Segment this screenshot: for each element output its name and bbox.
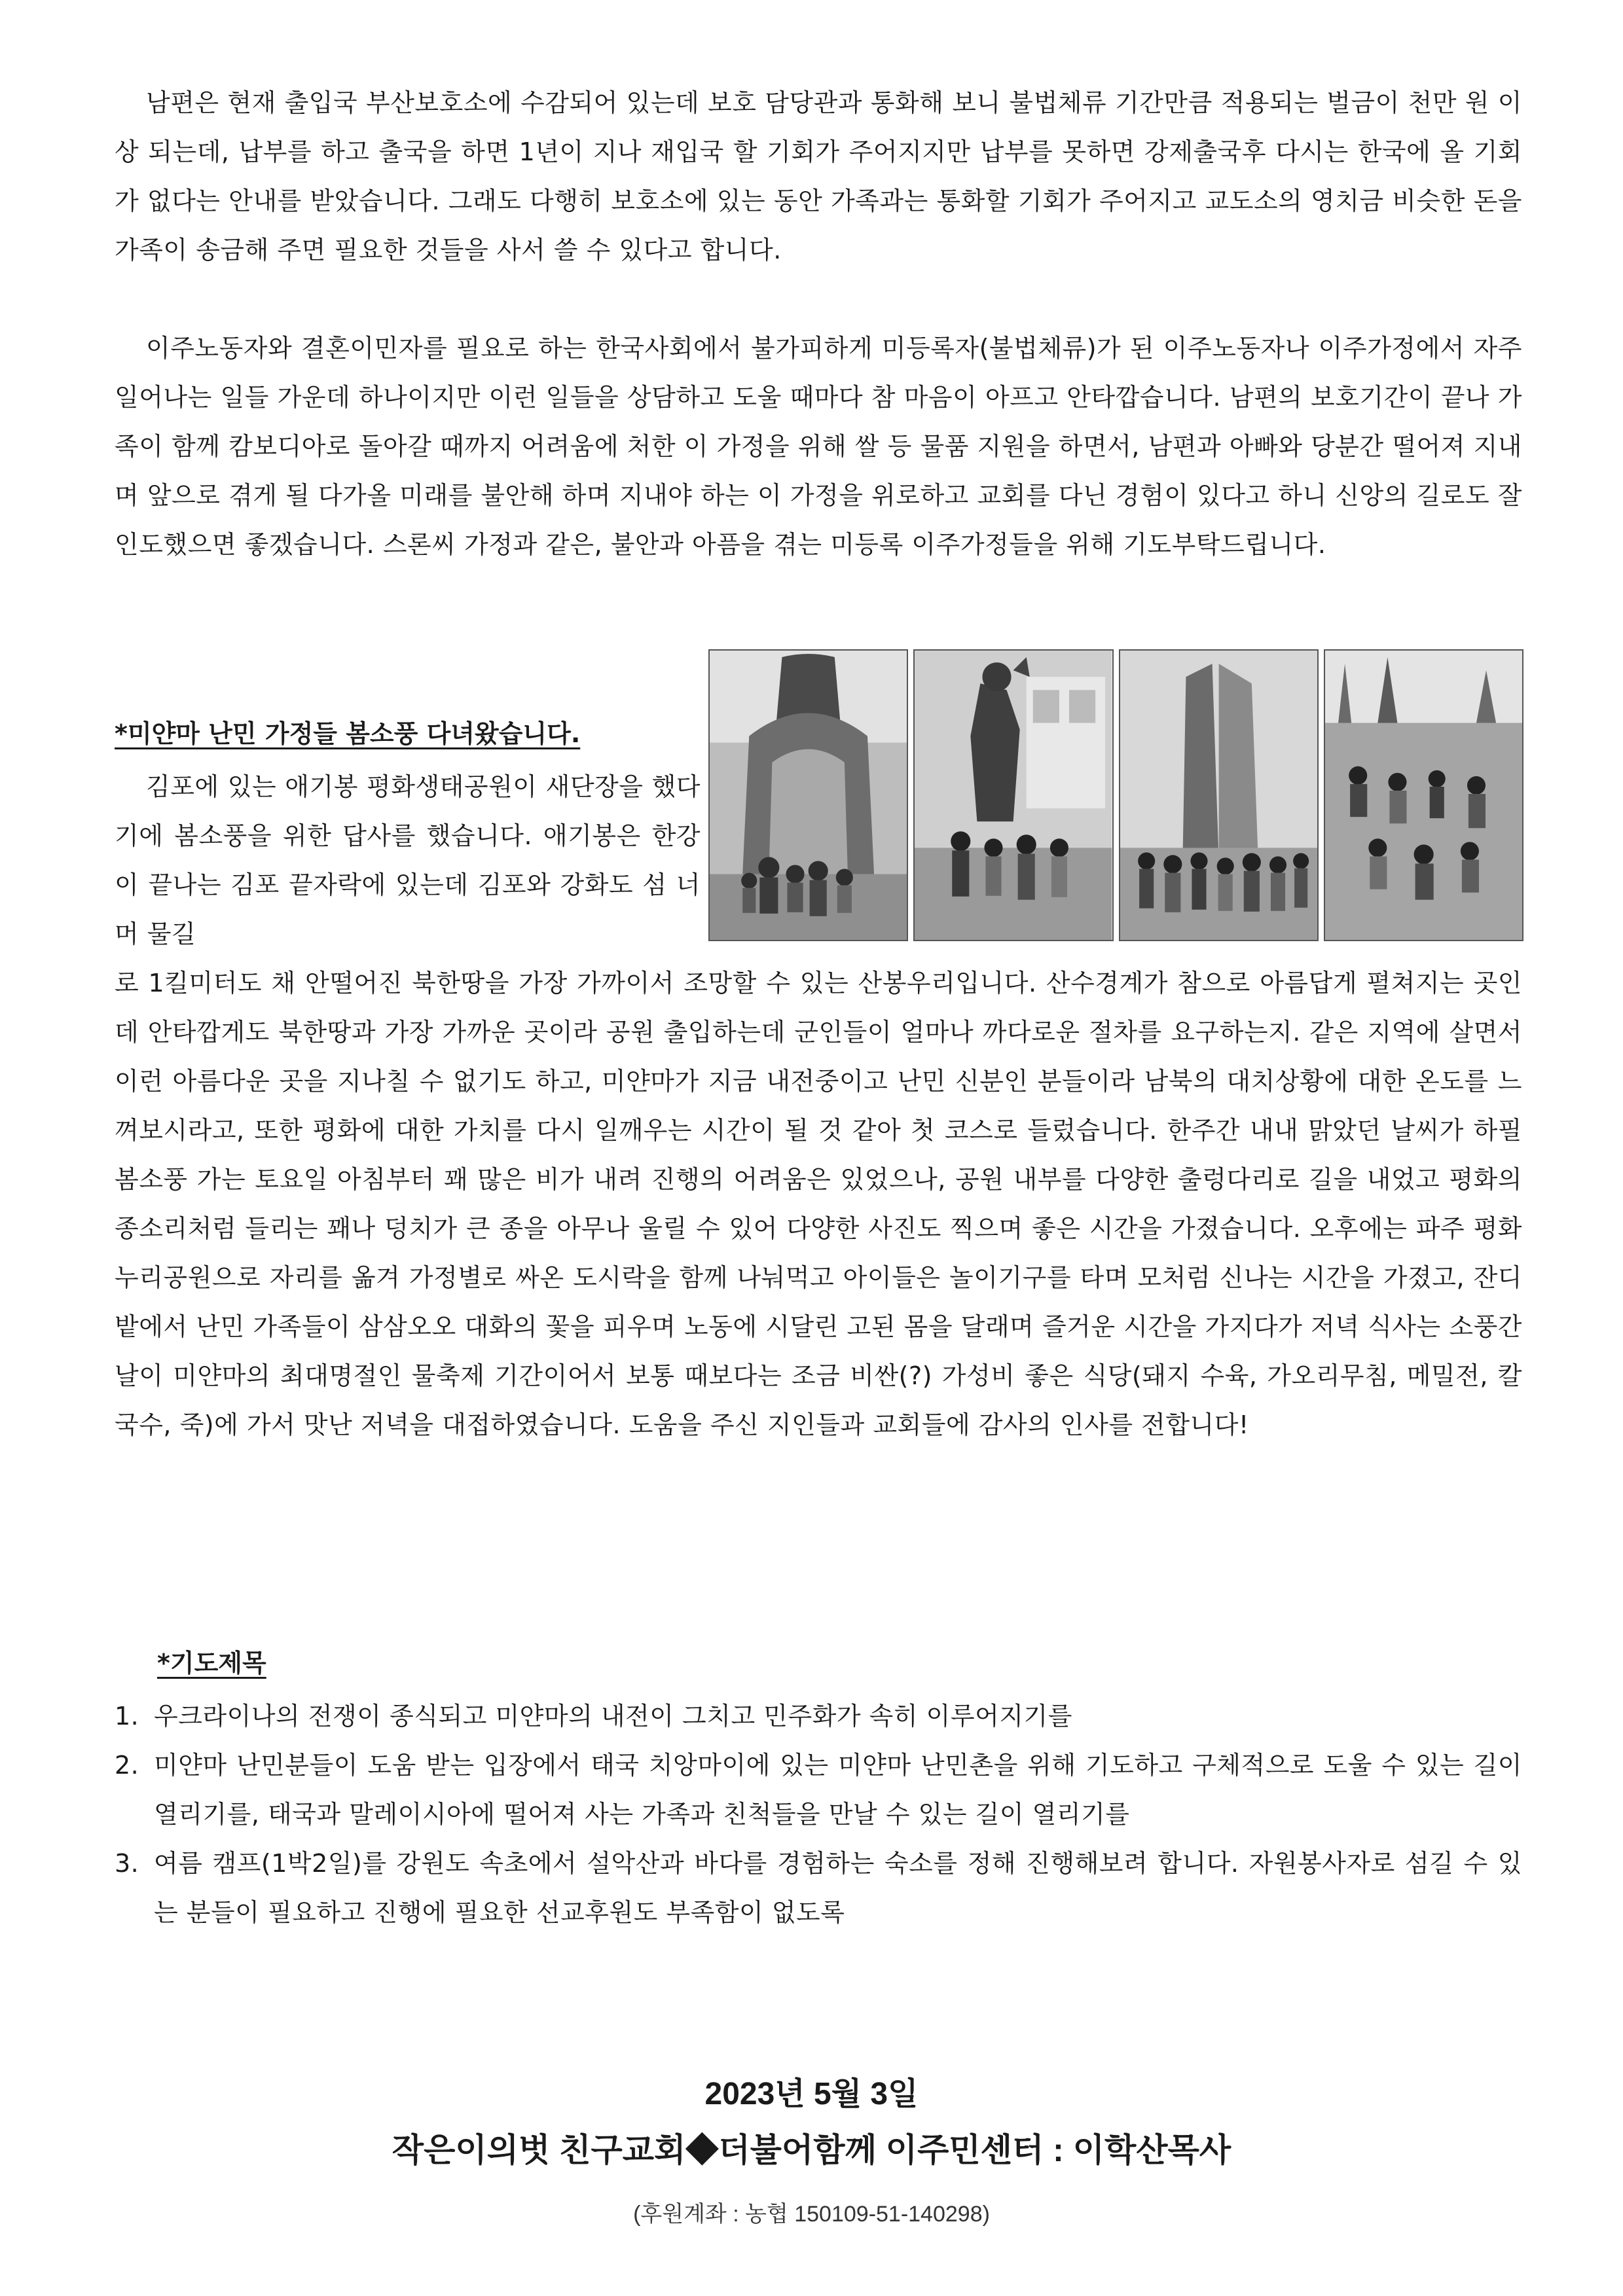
prayer-item-1 xyxy=(115,1692,1522,1741)
prayer-item-text: 미얀마 난민분들이 도움 받는 입장에서 태국 치앙마이에 있는 미얀마 난민촌을 위해 기도하고 구체적으로 도울 수 있는 길이 열리기를, 태국과 말레이시아에 떨어져 사는 가족과 친척들을 만날 수 있는 길이 열리기를 xyxy=(154,1751,1522,1829)
prayer-item-2 xyxy=(115,1741,1522,1839)
prayer-item-number: 2. xyxy=(115,1751,139,1780)
paragraph-husband-detention: 남편은 현재 출입국 부산보호소에 수감되어 있는데 보호 담당관과 통화해 보니 불법체류 기간만큼 적용되는 벌금이 천만 원 이상 되는데, 납부를 하고 출국을 하면 1년이 지나 재입국 할 기회가 주어지지만 납부를 못하면 강제출국후 다시는 한국에 올 기회가 없다는 안내를 받았습니다. 그래도 다행히 보호소에 있는 동안 가족과는 통화할 기회가 주어지고 교도소의 영치금 비슷한 돈을 가족이 송금해 주면 필요한 것들을 사서 쓸 수 있다고 합니다. xyxy=(115,88,1522,264)
prayer-item-text: 우크라이나의 전쟁이 종식되고 미얀마의 내전이 그치고 민주화가 속히 이루어지기를 xyxy=(154,1702,1072,1731)
paragraph-migrant-prayer: 이주노동자와 결혼이민자를 필요로 하는 한국사회에서 불가피하게 미등록자(불법체류)가 된 이주노동자나 이주가정에서 자주 일어나는 일들 가운데 하나이지만 이런 일들을 상담하고 도울 때마다 참 마음이 아프고 안타깝습니다. 남편의 보호기간이 끝나 가족이 함께 캄보디아로 돌아갈 때까지 어려움에 처한 이 가정을 위해 쌀 등 물품 지원을 하면서, 남편과 아빠와 당분간 떨어져 지내며 앞으로 겪게 될 다가올 미래를 불안해 하며 지내야 하는 이 가정을 위로하고 교회를 다닌 경험이 있다고 하니 신앙의 길로도 잘 인도했으면 좋겠습니다. 스론씨 가정과 같은, 불안과 아픔을 겪는 미등록 이주가정들을 위해 기도부탁드립니다. xyxy=(115,334,1522,559)
donation-account: (후원계좌 : 농협 150109-51-140298) xyxy=(633,2202,990,2227)
signature-organization: 작은이의벗 친구교회◆더불어함께 이주민센터 : 이학산목사 xyxy=(392,2132,1231,2168)
prayer-list xyxy=(115,1692,1522,1937)
paragraph-picnic-body: 로 1킬미터도 채 안떨어진 북한땅을 가장 가까이서 조망할 수 있는 산봉우리입니다. 산수경계가 참으로 아름답게 펼쳐지는 곳인데 안타깝게도 북한땅과 가장 가까운 곳이라 공원 출입하는데 군인들이 얼마나 까다로운 절차를 요구하는지. 같은 지역에 살면서 이런 아름다운 곳을 지나칠 수 없기도 하고, 미얀마가 지금 내전중이고 난민 신분인 분들이라 남북의 대치상황에 대한 온도를 느껴보시라고, 또한 평화에 대한 가치를 다시 일깨우는 시간이 될 것 같아 첫 코스로 들렀습니다. 한주간 내내 맑았던 날씨가 하필 봄소풍 가는 토요일 아침부터 꽤 많은 비가 내려 진행의 어려움은 있었으나, 공원 내부를 다양한 출렁다리로 길을 내었고 평화의 종소리처럼 들리는 꽤나 덩치가 큰 종을 아무나 울릴 수 있어 다양한 사진도 찍으며 좋은 시간을 가졌습니다. 오후에는 파주 평화누리공원으로 자리를 옮겨 가정별로 싸온 도시락을 함께 나눠먹고 아이들은 놀이기구를 타며 모처럼 신나는 시간을 가졌고, 잔디밭에서 난민 가족들이 삼삼오오 대화의 꽃을 피우며 노동에 시달린 고된 몸을 달래며 즐거운 시간을 가지다가 저녁 식사는 소풍간 날이 미얀마의 최대명절인 물축제 기간이어서 보통 때보다는 조금 비싼(?) 가성비 좋은 식당(돼지 수육, 가오리무침, 메밀전, 칼국수, 죽)에 가서 맛난 저녁을 대접하였습니다. 도움을 주신 지인들과 교회들에 감사의 인사를 전합니다! xyxy=(115,969,1522,1439)
photo-peace-bell xyxy=(708,649,908,941)
prayer-item-number: 1. xyxy=(115,1702,139,1731)
photo-strip xyxy=(708,649,1523,941)
section-heading-refugee-picnic: *미얀마 난민 가정들 봄소풍 다녀왔습니다. xyxy=(115,719,581,748)
prayer-item-3 xyxy=(115,1839,1522,1937)
photo-park-picnic xyxy=(1324,649,1523,941)
prayer-item-text: 여름 캠프(1박2일)를 강원도 속초에서 설악산과 바다를 경험하는 숙소를 정해 진행해보려 합니다. 자원봉사자로 섬길 수 있는 분들이 필요하고 진행에 필요한 선교후원도 부족함이 없도록 xyxy=(154,1849,1522,1927)
paragraph-picnic-intro: 김포에 있는 애기봉 평화생태공원이 새단장을 했다기에 봄소풍을 위한 답사를 했습니다. 애기봉은 한강이 끝나는 김포 끝자락에 있는데 김포와 강화도 섬 너머 물길 xyxy=(115,772,701,948)
section-heading-prayer-topics: *기도제목 xyxy=(157,1649,266,1677)
prayer-item-number: 3. xyxy=(115,1849,139,1878)
letter-date: 2023년 5월 3일 xyxy=(704,2077,919,2111)
photo-statue-group xyxy=(913,649,1113,941)
photo-monument xyxy=(1119,649,1319,941)
